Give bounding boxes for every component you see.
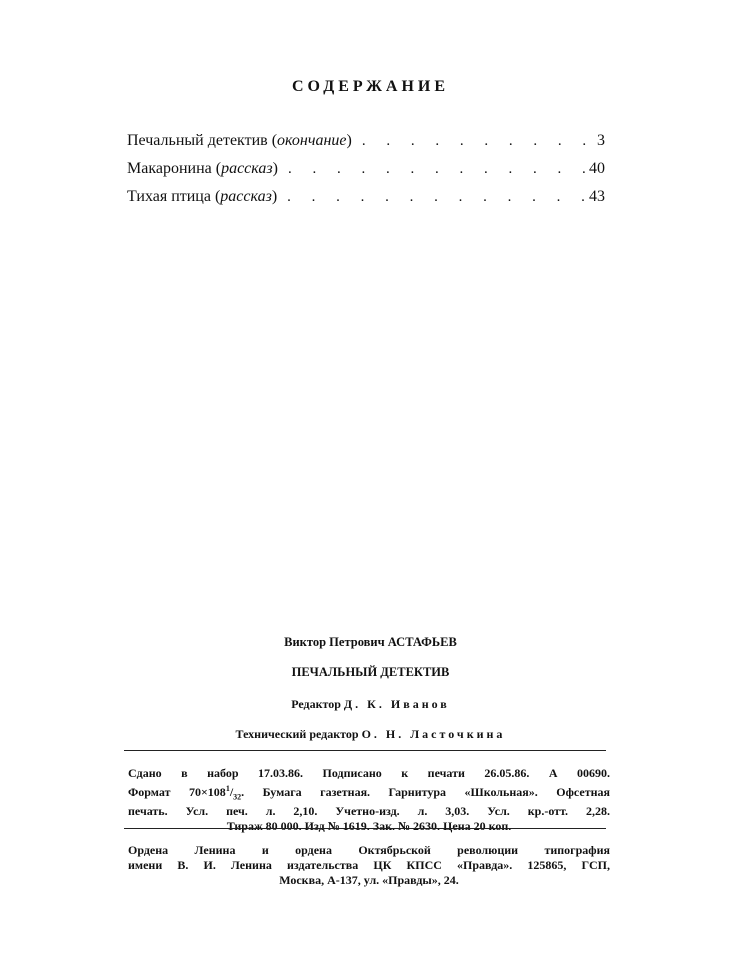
toc-entry xyxy=(127,132,605,160)
toc-entry xyxy=(127,188,605,216)
toc-entry xyxy=(127,160,605,188)
toc-leader-dots xyxy=(278,160,587,178)
contents-heading: СОДЕРЖАНИЕ xyxy=(291,78,450,95)
printer-line: Москва, А-137, ул. «Правды», 24. xyxy=(279,873,459,887)
divider xyxy=(124,750,606,751)
printer-line: Ордена Ленина и ордена Октябрьской революции типография xyxy=(128,843,610,857)
toc-entry-title: Печальный детектив (окончание) xyxy=(127,132,352,149)
imprint-tech-editor: Технический редактор О. Н. Ласточкина xyxy=(235,727,506,741)
toc-entry-title: Тихая птица (рассказ) xyxy=(127,188,278,205)
toc-entry-title: Макаронина (рассказ) xyxy=(127,160,278,177)
print-detail-line: Сдано в набор 17.03.86. Подписано к печати 26.05.86. А 00690. xyxy=(128,766,610,780)
toc-entry-page: 43 xyxy=(589,188,605,205)
imprint-editor: Редактор Д. К. Иванов xyxy=(291,697,450,711)
print-details xyxy=(128,766,610,834)
toc-entry-note: рассказ xyxy=(220,188,272,205)
toc-entry-page: 3 xyxy=(597,132,605,149)
print-detail-line: печать. Усл. печ. л. 2,10. Учетно-изд. л. 3,03. Усл. кр.-отт. 2,28. xyxy=(128,804,610,819)
print-detail-line: Тираж 80 000. Изд № 1619. Зак. № 2630. Цена 20 коп. xyxy=(226,819,512,834)
toc-entry-note: рассказ xyxy=(221,160,273,177)
printer-line: имени В. И. Ленина издательства ЦК КПСС «Правда». 125865, ГСП, xyxy=(128,858,610,872)
toc-leader-dots xyxy=(277,188,587,206)
toc-leader-dots xyxy=(352,132,587,150)
printer-info xyxy=(128,843,610,888)
imprint-book-title: ПЕЧАЛЬНЫЙ ДЕТЕКТИВ xyxy=(291,665,450,679)
table-of-contents xyxy=(127,132,605,216)
print-detail-line: Формат $70\times 108^1/_{32}$. Бумага газетная. Гарнитура «Школьная». Офсетная xyxy=(128,784,611,802)
divider xyxy=(124,828,606,829)
imprint-author: Виктор Петрович АСТАФЬЕВ xyxy=(284,635,457,649)
toc-entry-page: 40 xyxy=(589,160,605,177)
toc-entry-note: окончание xyxy=(277,132,347,149)
